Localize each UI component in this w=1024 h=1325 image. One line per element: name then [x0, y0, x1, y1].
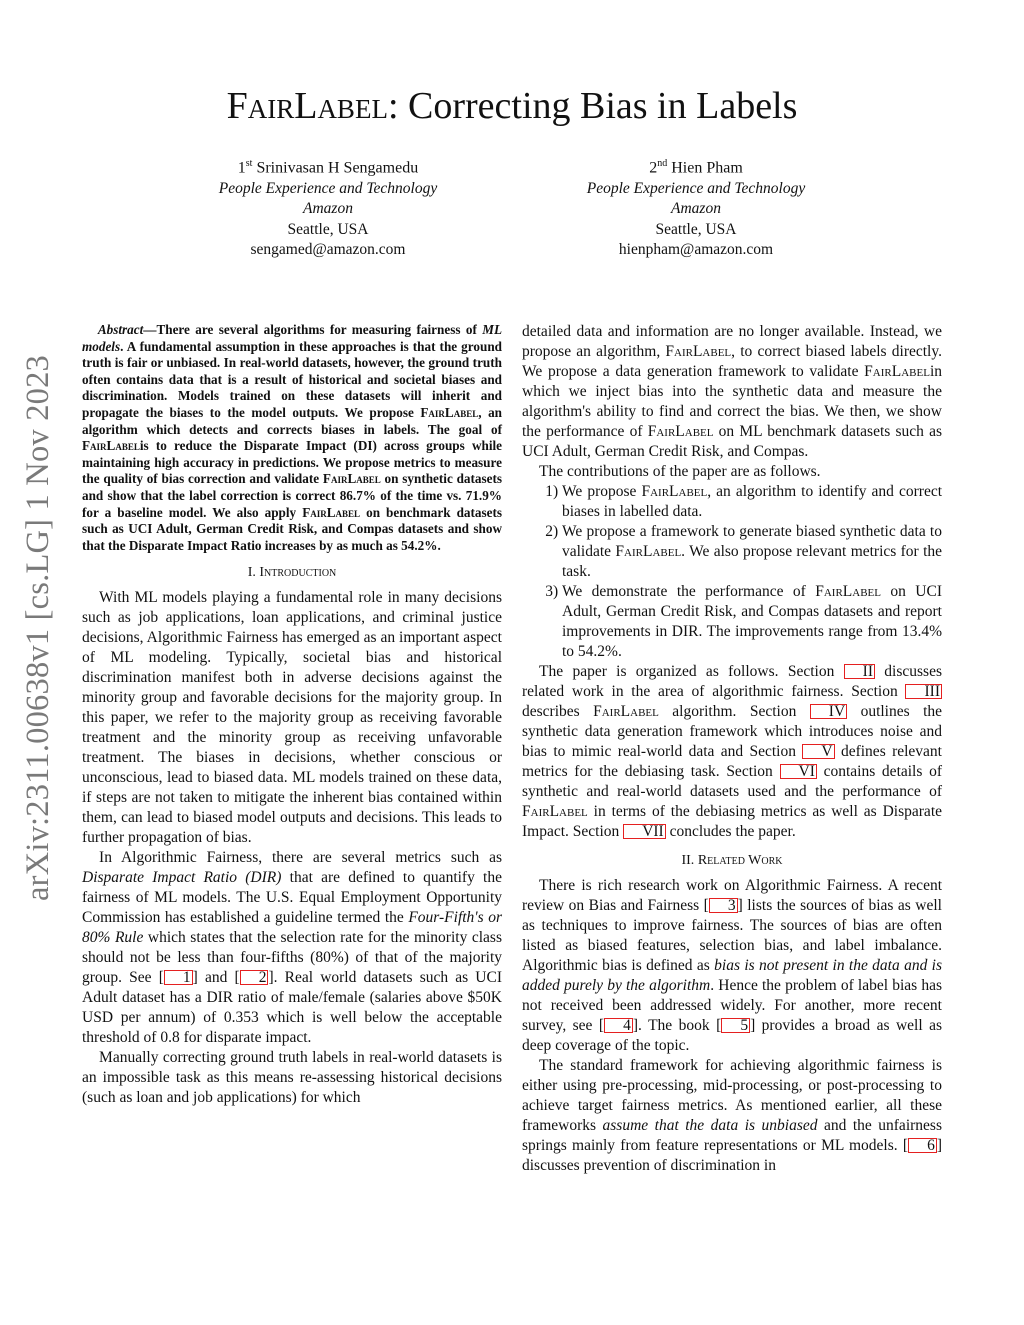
list-item: 1. We propose FairLabel, an algorithm to identify and correct biases in labelled data. [562, 482, 942, 522]
contributions-list [522, 482, 942, 662]
contributions-intro: The contributions of the paper are as follows. [539, 463, 821, 480]
section-link[interactable]: IV [810, 704, 847, 719]
citation-link[interactable]: 6 [908, 1138, 937, 1153]
author-block-1 [148, 154, 508, 261]
section-link[interactable]: V [802, 744, 834, 759]
intro-paragraph-3: Manually correcting ground truth labels in real-world datasets is an impossible task as this means re-assessing historical decisions (such as loan and job applications) for which [82, 1049, 502, 1107]
paper-title: FairLabel: Correcting Bias in Labels [226, 85, 798, 127]
intro-paragraph-2: In Algorithmic Fairness, there are several metrics such as Disparate Impact Ratio (DIR) that are defined to quantify the fairness of ML models. The U.S. Equal Employment Opportunity Commission has established a guideline termed the Four-Fifth's or 80% Rule which states that the selection rate for the minority class should not be less than four-fifths (80%) of that of the majority group. See [ 1 ] and [ 2 ]. Real world datasets such as UCI Adult dataset has a DIR ratio of male/female (salaries above $50K USD per annum) of 0.353 which is well below the acceptable threshold of 0.8 for disparate impact. [82, 849, 502, 1047]
intro-paragraph-3-continued: detailed data and information are no longer available. Instead, we propose an algorithm, FairLabel, to correct biased labels directly. We propose a data generation framework to validate FairLabelin which we inject bias into the synthetic data and measure the algorithm's ability to find and correct the bias. We then, we show the performance of FairLabel on ML benchmark datasets such as UCI Adult, German Credit Risk, and Compas. [522, 323, 942, 460]
list-item: 3. We demonstrate the performance of FairLabel on UCI Adult, German Credit Risk, and Compas datasets and report improvements in DIR. The improvements range from 13.4% to 54.2%. [562, 582, 942, 662]
citation-link[interactable]: 4 [604, 1018, 633, 1033]
related-work-paragraph-2: The standard framework for achieving algorithmic fairness is either using pre-processing, mid-processing, or post-processing to achieve target fairness metrics. As mentioned earlier, all these frameworks assume that the data is unbiased and the unfairness springs mainly from feature representations or ML models. [ 6 ] discusses prevention of discrimination in [522, 1057, 942, 1174]
section-heading-introduction: I. Introduction [247, 565, 337, 581]
author-name: 1st Srinivasan H Sengamedu [237, 158, 419, 177]
author-location: Seattle, USA [655, 220, 737, 238]
section-link[interactable]: II [844, 664, 875, 679]
abstract: Abstract—There are several algorithms for measuring fairness of ML models. A fundamental assumption in these approaches is that the ground truth is fair or unbiased. In real-world datasets, however, the ground truth often contains data that is a result of historical and societal biases and discrimination. Models trained on these datasets will inherit and propagate the biases to the model outputs. We propose FairLabel, an algorithm which detects and corrects biases in labels. The goal of FairLabelis to reduce the Disparate Impact (DI) across groups while maintaining high accuracy in predictions. We propose metrics to measure the quality of bias correction and validate FairLabel on synthetic datasets and show that the label correction is correct 86.7% of the time vs. 71.9% for a baseline model. We also apply FairLabel on benchmark datasets such as UCI Adult, German Credit Risk, and Compas datasets and show that the Disparate Impact Ratio increases by as much as 54.2%. [82, 322, 503, 553]
citation-link[interactable]: 5 [721, 1018, 750, 1033]
citation-link[interactable]: 1 [164, 970, 193, 985]
section-link[interactable]: III [905, 684, 942, 699]
author-block-2 [516, 154, 876, 261]
section-heading-related-work: II. Related Work [681, 853, 783, 868]
section-link[interactable]: VII [623, 824, 666, 839]
author-affiliation: People Experience and Technology [586, 179, 806, 197]
author-email: hienpham@amazon.com [618, 241, 774, 259]
author-affiliation: People Experience and Technology [218, 179, 438, 197]
author-email: sengamed@amazon.com [250, 241, 406, 259]
left-column [82, 322, 502, 1108]
right-column [522, 322, 942, 1176]
arxiv-identifier: arXiv:2311.00638v1 [cs.LG] 1 Nov 2023 [20, 355, 56, 901]
author-location: Seattle, USA [287, 220, 369, 238]
related-work-paragraph-1: There is rich research work on Algorithmic Fairness. A recent review on Bias and Fairness [ 3 ] lists the sources of bias as well as techniques to improve fairness. The sources of bias are often listed as biased features, selection bias, and label imbalance. Algorithmic bias is defined as bias is not present in the data and is added purely by the algorithm. Hence the problem of label bias has not received been addressed widely. For another, more recent survey, see [ 4 ]. The book [ 5 ] provides a broad as well as deep coverage of the topic. [522, 877, 943, 1054]
citation-link[interactable]: 2 [240, 970, 269, 985]
author-org: Amazon [303, 200, 353, 218]
paper-organization-paragraph: The paper is organized as follows. Section II discusses related work in the area of algorithmic fairness. Section III describes FairLabel algorithm. Section IV outlines the synthetic data generation framework which introduces noise and bias to mimic real-world data and Section V defines relevant metrics for the debiasing task. Section VI contains details of synthetic and real-world datasets used and the performance of FairLabel in terms of the debiasing metrics as well as Disparate Impact. Section VII concludes the paper. [522, 663, 943, 840]
author-org: Amazon [671, 200, 721, 218]
list-item: 2. We propose a framework to generate biased synthetic data to validate FairLabel. We also propose relevant metrics for the task. [562, 522, 942, 582]
section-link[interactable]: VI [780, 764, 817, 779]
author-name: 2nd Hien Pham [649, 158, 743, 177]
citation-link[interactable]: 3 [709, 898, 738, 913]
intro-paragraph-1: With ML models playing a fundamental role in many decisions such as job applications, loan applications, and criminal justice decisions, Algorithmic Fairness has emerged as an important aspect of ML modeling. Typically, societal bias and historical discrimination manifest both in adverse decisions against the minority group and favorable decisions for the majority group. In this paper, we refer to the majority group as receiving favorable treatment and the minority group as receiving unfavorable treatment. The biases in decisions, whether conscious or unconscious, lead to biased data. ML models trained on these data, if steps are not taken to mitigate the inherent bias contained within them, can lead to biased model outputs and decisions. This leads to further propagation of bias. [82, 589, 502, 847]
